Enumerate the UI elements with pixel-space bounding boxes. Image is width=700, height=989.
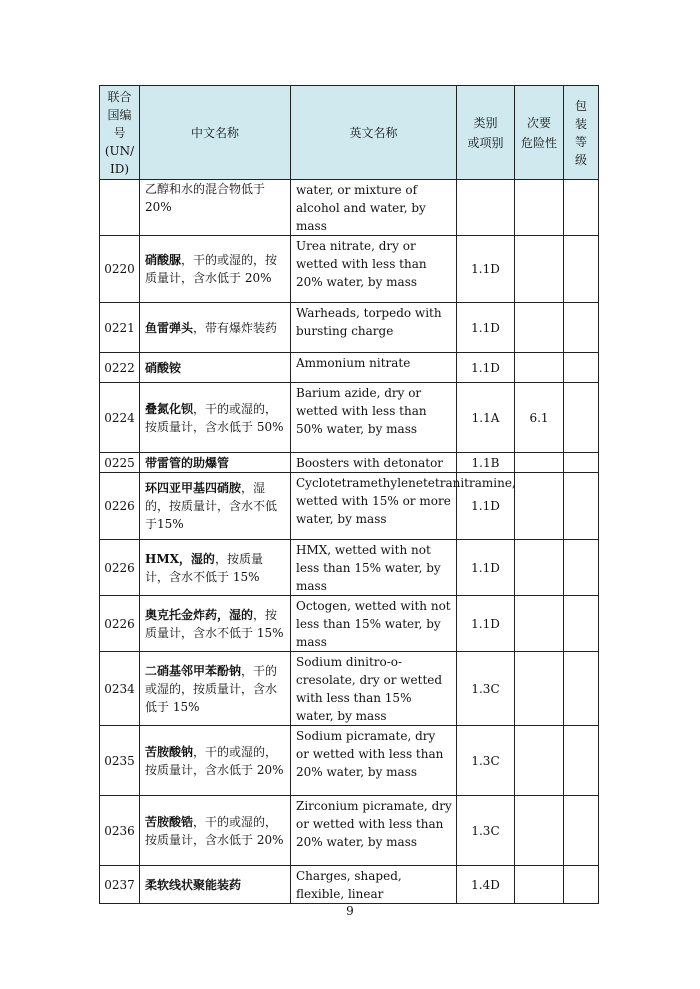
en-name-cell: HMX, wetted with not less than 15% water, by mass [291,540,457,596]
cn-name-rest: ，干的或湿的，按质量计，含水低于 20% [145,253,278,285]
un-id-cell: 0237 [100,866,140,904]
cn-name-cell [140,726,291,796]
table-row [100,473,599,540]
class-cell: 1.4D [457,866,515,904]
cn-name-bold: 柔软线状聚能装药 [145,877,242,892]
class-cell [457,180,515,236]
table-row [100,383,599,453]
en-name-cell: Charges, shaped, flexible, linear [291,866,457,904]
cn-name-cell [140,353,291,383]
pkg-group-cell [564,473,599,540]
cn-name-cell [140,383,291,453]
cn-name-rest: ，带有爆炸装药 [193,320,278,335]
dangerous-goods-table [99,85,599,904]
pkg-group-cell [564,540,599,596]
en-name-cell: Octogen, wetted with not less than 15% water, by mass [291,596,457,652]
cn-name-bold: 二硝基邻甲苯酚钠 [145,663,242,678]
un-id-cell: 0235 [100,726,140,796]
header-row [100,86,599,180]
un-id-cell: 0224 [100,383,140,453]
table-row [100,453,599,473]
un-id-cell: 0226 [100,540,140,596]
cn-name-bold: 苦胺酸钠 [145,744,194,759]
class-cell: 1.3C [457,726,515,796]
cn-name-rest: ，干的或湿的，按质量计，含水低于 20% [145,744,284,777]
en-name-cell: water, or mixture of alcohol and water, by mass [291,180,457,236]
sub-risk-cell: 6.1 [515,383,564,453]
en-name-cell: Barium azide, dry or wetted with less than 50% water, by mass [291,383,457,453]
header-pkg-group: 包 装 等 级 [564,86,599,180]
sub-risk-cell [515,596,564,652]
cn-name-cell [140,796,291,866]
sub-risk-cell [515,866,564,904]
cn-name-bold: 苦胺酸锆 [145,814,194,829]
cn-name-rest: 乙醇和水的混合物低于20% [145,182,266,214]
un-id-cell: 0225 [100,453,140,473]
pkg-group-cell [564,303,599,353]
table-row [100,353,599,383]
pkg-group-cell [564,726,599,796]
class-cell: 1.1D [457,303,515,353]
un-id-cell: 0226 [100,473,140,540]
class-cell: 1.1B [457,453,515,473]
cn-name-cell [140,236,291,303]
cn-name-rest: ，按质量计，含水不低于 15% [145,607,284,640]
class-cell: 1.1D [457,236,515,303]
pkg-group-cell [564,596,599,652]
un-id-cell: 0222 [100,353,140,383]
table-row [100,796,599,866]
cn-name-rest: ，湿的，按质量计，含水不低于15% [145,481,278,531]
pkg-group-cell [564,796,599,866]
cn-name-bold: 硝酸铵 [145,360,182,375]
en-name-cell: Sodium dinitro-o-cresolate, dry or wetted with less than 15% water, by mass [291,652,457,726]
cn-name-bold: 带雷管的助爆管 [145,455,230,470]
table-row [100,540,599,596]
cn-name-cell [140,652,291,726]
sub-risk-cell [515,540,564,596]
un-id-cell [100,180,140,236]
header-en-name: 英文名称 [291,86,457,180]
un-id-cell: 0234 [100,652,140,726]
header-class: 类别 或项别 [457,86,515,180]
cn-name-cell [140,453,291,473]
table-row [100,303,599,353]
un-id-cell: 0221 [100,303,140,353]
sub-risk-cell [515,453,564,473]
sub-risk-cell [515,236,564,303]
page-number: 9 [346,904,354,918]
sub-risk-cell [515,303,564,353]
cn-name-cell [140,180,291,236]
sub-risk-cell [515,180,564,236]
table-row [100,726,599,796]
class-cell: 1.3C [457,796,515,866]
sub-risk-cell [515,796,564,866]
header-cn-name: 中文名称 [140,86,291,180]
class-cell: 1.1A [457,383,515,453]
en-name-cell: Ammonium nitrate [291,353,457,383]
pkg-group-cell [564,236,599,303]
header-un-id: 联合 国编 号 (UN/ ID) [100,86,140,180]
cn-name-cell [140,866,291,904]
table-row [100,596,599,652]
cn-name-bold: 奥克托金炸药，湿的 [145,607,254,622]
class-cell: 1.1D [457,353,515,383]
table-row [100,652,599,726]
cn-name-bold: 鱼雷弹头 [145,320,194,335]
pkg-group-cell [564,180,599,236]
class-cell: 1.1D [457,473,515,540]
en-name-cell: Sodium picramate, dry or wetted with less than 20% water, by mass [291,726,457,796]
pkg-group-cell [564,353,599,383]
en-name-cell: Cyclotetramethylenetetranitramine, wetted with 15% or more water, by mass [291,473,457,540]
cn-name-bold: 硝酸脲 [145,253,182,267]
sub-risk-cell [515,652,564,726]
en-name-cell: Boosters with detonator [291,453,457,473]
table-row [100,180,599,236]
cn-name-rest: ，干的或湿的，按质量计，含水低于 15% [145,663,278,714]
en-name-cell: Urea nitrate, dry or wetted with less than 20% water, by mass [291,236,457,303]
cn-name-cell [140,540,291,596]
un-id-cell: 0226 [100,596,140,652]
sub-risk-cell [515,353,564,383]
sub-risk-cell [515,726,564,796]
cn-name-bold: 环四亚甲基四硝胺 [145,481,242,495]
cn-name-cell [140,303,291,353]
en-name-cell: Zirconium picramate, dry or wetted with less than 20% water, by mass [291,796,457,866]
un-id-cell: 0220 [100,236,140,303]
table-row [100,236,599,303]
class-cell: 1.1D [457,596,515,652]
pkg-group-cell [564,383,599,453]
table-row [100,866,599,904]
pkg-group-cell [564,453,599,473]
cn-name-cell [140,473,291,540]
cn-name-bold: 叠氮化钡 [145,401,194,416]
cn-name-rest: ，干的或湿的，按质量计，含水低于 20% [145,814,284,847]
class-cell: 1.1D [457,540,515,596]
en-name-cell: Warheads, torpedo with bursting charge [291,303,457,353]
cn-name-cell [140,596,291,652]
un-id-cell: 0236 [100,796,140,866]
cn-name-rest: ，干的或湿的，按质量计，含水低于 50% [145,401,284,434]
pkg-group-cell [564,866,599,904]
pkg-group-cell [564,652,599,726]
header-sub-risk: 次要 危险性 [515,86,564,180]
sub-risk-cell [515,473,564,540]
cn-name-rest: ，按质量计，含水不低于 15% [145,551,263,584]
cn-name-bold: HMX，湿的 [145,551,215,566]
class-cell: 1.3C [457,652,515,726]
